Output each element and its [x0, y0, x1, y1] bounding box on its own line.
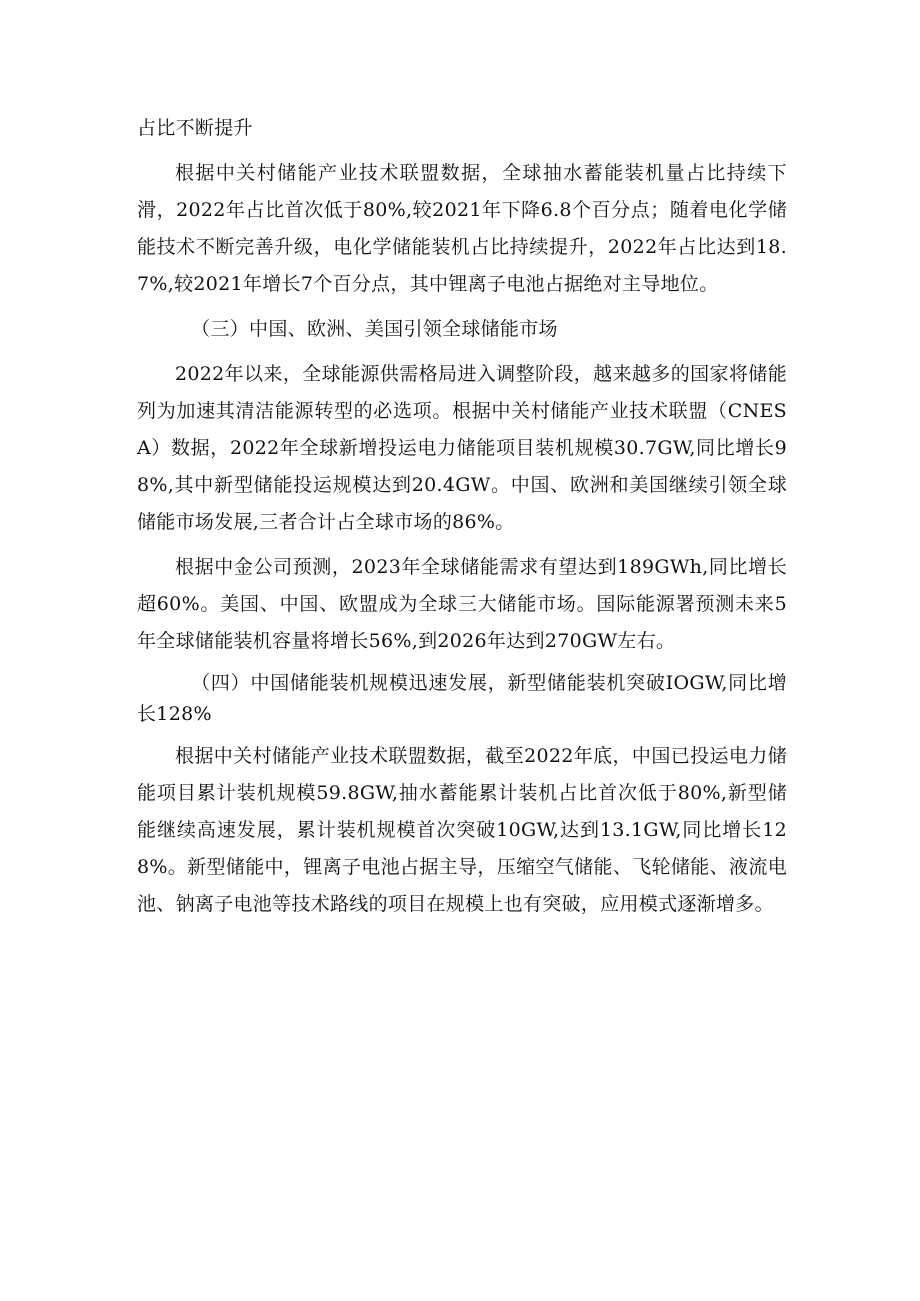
document-body — [137, 110, 787, 923]
paragraph-china-storage: 根据中关村储能产业技术联盟数据，截至2022年底，中国已投运电力储能项目累计装机规模59.8GW,抽水蓄能累计装机占比首次低于80%,新型储能继续高速发展，累计装机规模首次突破10GW,达到13.1GW,同比增长128%。新型储能中，锂离子电池占据主导，压缩空气储能、飞轮储能、液流电池、钠离子电池等技术路线的项目在规模上也有突破，应用模式逐渐增多。 — [137, 745, 787, 915]
section-heading-4: （四）中国储能装机规模迅速发展，新型储能装机突破IOGW,同比增长128% — [137, 672, 787, 725]
paragraph-storage-share: 根据中关村储能产业技术联盟数据，全球抽水蓄能装机量占比持续下滑，2022年占比首次低于80%,较2021年下降6.8个百分点；随着电化学储能技术不断完善升级，电化学储能装机占比持续提升，2022年占比达到18.7%,较2021年增长7个百分点，其中锂离子电池占据绝对主导地位。 — [137, 162, 787, 295]
section-heading-3: （三）中国、欧洲、美国引领全球储能市场 — [191, 318, 558, 340]
paragraph-heading-continuation: 占比不断提升 — [137, 117, 253, 139]
paragraph-forecast: 根据中金公司预测，2023年全球储能需求有望达到189GWh,同比增长超60%。美国、中国、欧盟成为全球三大储能市场。国际能源署预测未来5年全球储能装机容量将增长56%,到2026年达到270GW左右。 — [137, 556, 787, 652]
paragraph-global-market: 2022年以来，全球能源供需格局进入调整阶段，越来越多的国家将储能列为加速其清洁能源转型的必选项。根据中关村储能产业技术联盟（CNESA）数据，2022年全球新增投运电力储能项目装机规模30.7GW,同比增长98%,其中新型储能投运规模达到20.4GW。中国、欧洲和美国继续引领全球储能市场发展,三者合计占全球市场的86%。 — [137, 363, 787, 533]
